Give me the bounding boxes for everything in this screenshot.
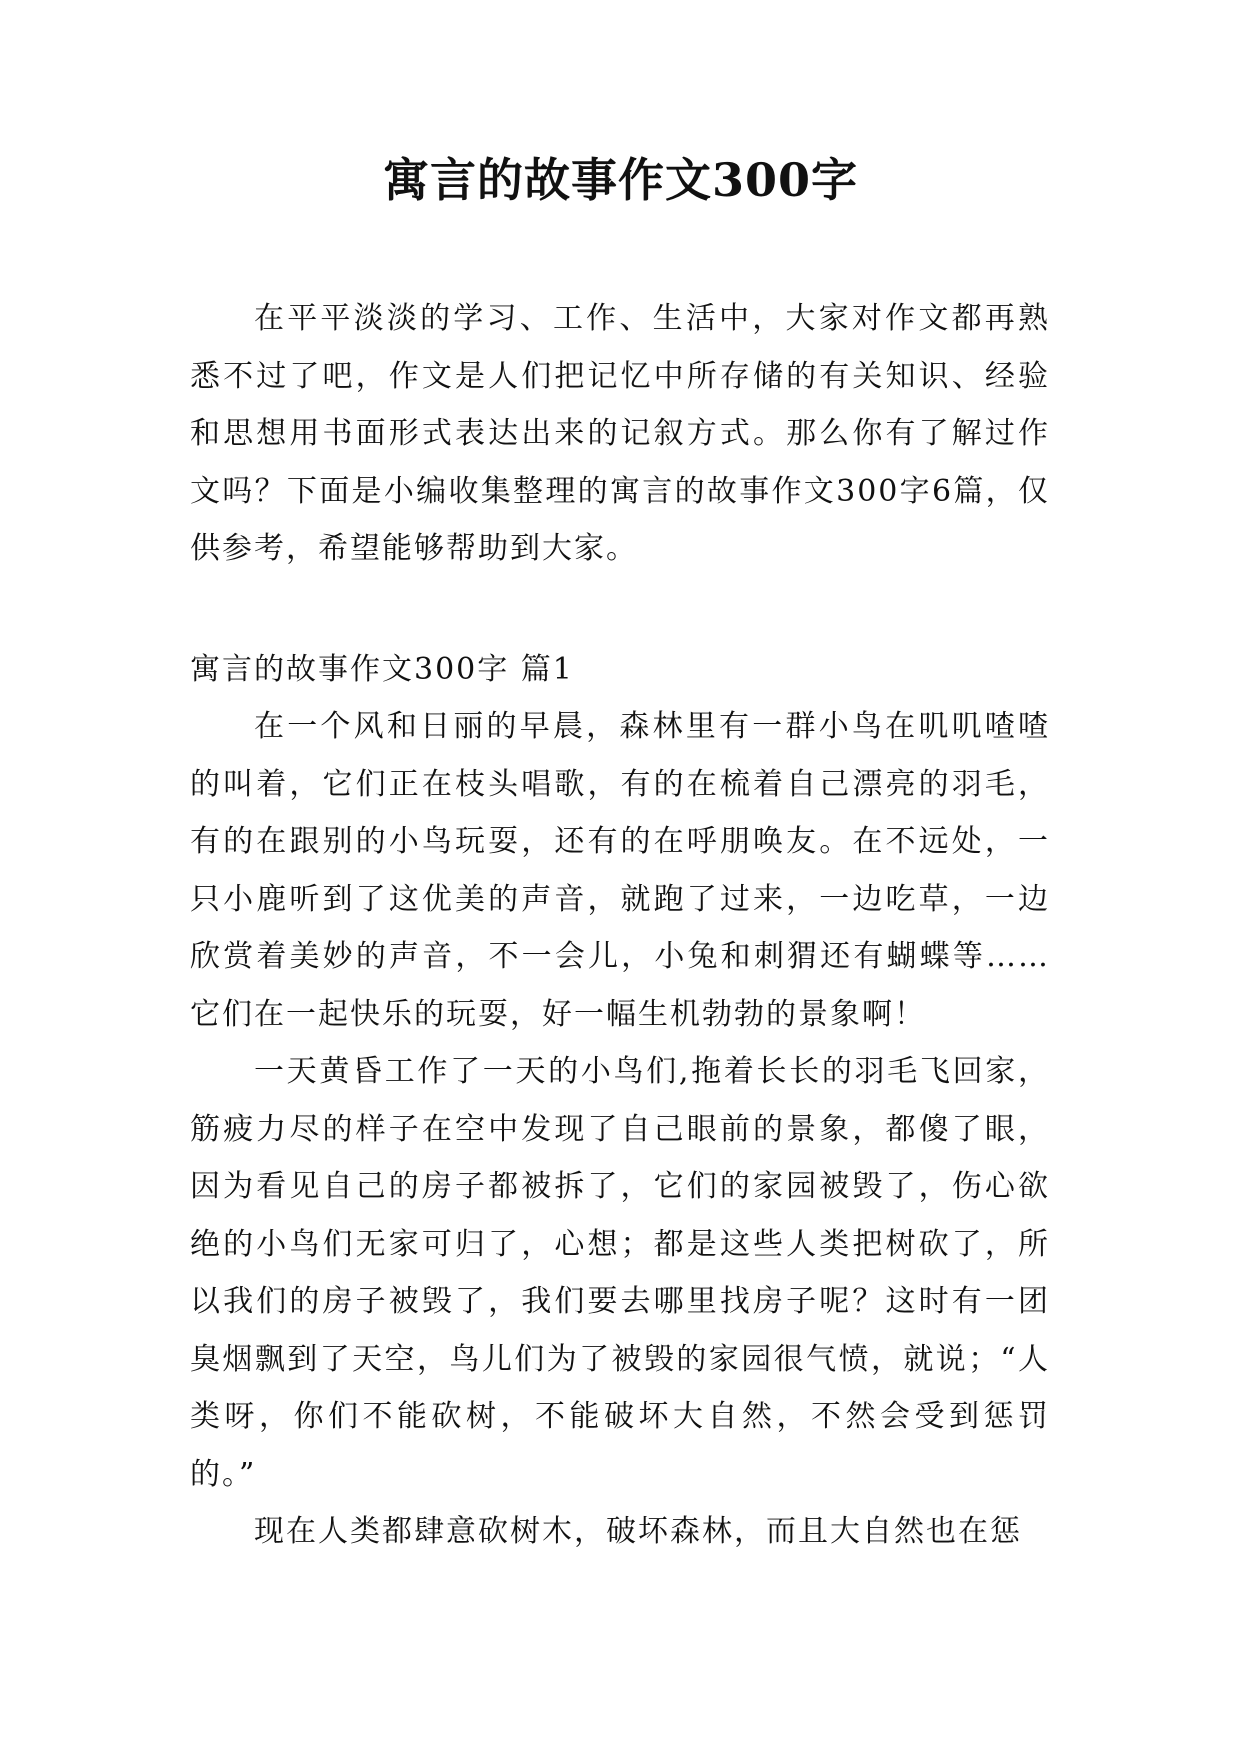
story-section bbox=[190, 698, 1050, 1561]
intro-paragraph: 在平平淡淡的学习、工作、生活中，大家对作文都再熟悉不过了吧，作文是人们把记忆中所存储的有关知识、经验和思想用书面形式表达出来的记叙方式。那么你有了解过作文吗？下面是小编收集整理的寓言的故事作文300字6篇，仅供参考，希望能够帮助到大家。 bbox=[190, 301, 1050, 566]
story-paragraph-2: 一天黄昏工作了一天的小鸟们,拖着长长的羽毛飞回家，筋疲力尽的样子在空中发现了自己眼前的景象，都傻了眼，因为看见自己的房子都被拆了，它们的家园被毁了，伤心欲绝的小鸟们无家可归了，心想；都是这些人类把树砍了，所以我们的房子被毁了，我们要去哪里找房子呢？这时有一团臭烟飘到了天空，鸟儿们为了被毁的家园很气愤，就说；“人类呀，你们不能砍树，不能破坏大自然，不然会受到惩罚的。” bbox=[190, 1054, 1050, 1492]
story-paragraph-1: 在一个风和日丽的早晨，森林里有一群小鸟在叽叽喳喳的叫着，它们正在枝头唱歌，有的在梳着自己漂亮的羽毛，有的在跟别的小鸟玩耍，还有的在呼朋唤友。在不远处，一只小鹿听到了这优美的声音，就跑了过来，一边吃草，一边欣赏着美妙的声音，不一会儿，小兔和刺猬还有蝴蝶等……它们在一起快乐的玩耍，好一幅生机勃勃的景象啊！ bbox=[190, 709, 1050, 1032]
section-heading: 寓言的故事作文300字 篇1 bbox=[190, 652, 574, 687]
intro-section bbox=[190, 290, 1050, 578]
document-title: 寓言的故事作文300字 bbox=[382, 153, 859, 207]
story-paragraph-3: 现在人类都肆意砍树木，破坏森林，而且大自然也在惩 bbox=[254, 1514, 1022, 1549]
